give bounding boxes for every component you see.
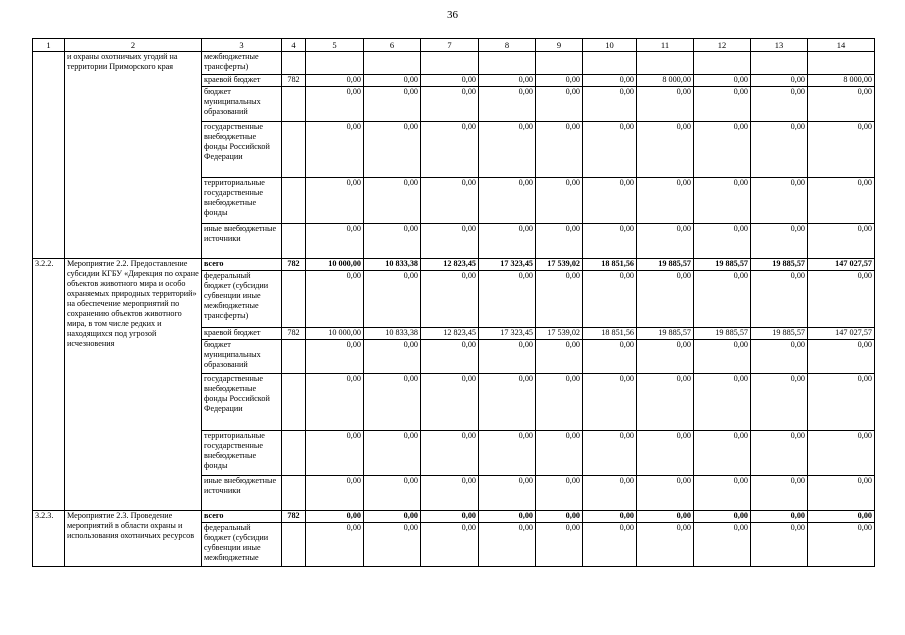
amount-cell: 0,00: [306, 431, 364, 476]
grbs-code: [282, 178, 306, 224]
amount-cell: 0,00: [583, 178, 637, 224]
amount-cell: 18 851,56: [583, 328, 637, 340]
amount-cell: 0,00: [808, 224, 875, 259]
amount-cell: [306, 52, 364, 75]
funding-source: территориальные государственные внебюджетные фонды: [202, 178, 282, 224]
amount-cell: 0,00: [583, 122, 637, 178]
amount-cell: 0,00: [637, 340, 694, 374]
funding-source: межбюджетные трансферты): [202, 52, 282, 75]
amount-cell: 147 027,57: [808, 328, 875, 340]
amount-cell: 8 000,00: [808, 75, 875, 87]
column-header: 6: [364, 39, 421, 52]
amount-cell: 0,00: [536, 178, 583, 224]
amount-cell: 0,00: [637, 271, 694, 328]
amount-cell: 0,00: [808, 340, 875, 374]
amount-cell: 0,00: [364, 511, 421, 523]
amount-cell: 0,00: [421, 374, 479, 431]
amount-cell: 0,00: [421, 178, 479, 224]
amount-cell: 0,00: [637, 476, 694, 511]
amount-cell: 0,00: [751, 178, 808, 224]
amount-cell: 0,00: [536, 511, 583, 523]
amount-cell: 0,00: [751, 87, 808, 122]
amount-cell: 0,00: [583, 224, 637, 259]
amount-cell: 0,00: [808, 523, 875, 567]
amount-cell: 0,00: [694, 271, 751, 328]
amount-cell: 0,00: [637, 87, 694, 122]
grbs-code: 782: [282, 511, 306, 523]
amount-cell: 0,00: [694, 75, 751, 87]
amount-cell: 0,00: [364, 178, 421, 224]
amount-cell: 0,00: [421, 271, 479, 328]
amount-cell: 0,00: [536, 374, 583, 431]
amount-cell: 10 000,00: [306, 328, 364, 340]
amount-cell: 0,00: [751, 511, 808, 523]
amount-cell: 0,00: [751, 224, 808, 259]
amount-cell: 0,00: [751, 523, 808, 567]
amount-cell: 0,00: [364, 374, 421, 431]
amount-cell: 0,00: [583, 431, 637, 476]
grbs-code: 782: [282, 328, 306, 340]
amount-cell: 0,00: [479, 374, 536, 431]
amount-cell: 10 833,38: [364, 259, 421, 271]
amount-cell: 0,00: [364, 523, 421, 567]
amount-cell: 0,00: [808, 122, 875, 178]
amount-cell: 0,00: [808, 511, 875, 523]
grbs-code: [282, 374, 306, 431]
amount-cell: 0,00: [421, 476, 479, 511]
funding-source: всего: [202, 259, 282, 271]
column-header: 8: [479, 39, 536, 52]
amount-cell: 0,00: [479, 476, 536, 511]
amount-cell: 0,00: [694, 523, 751, 567]
amount-cell: [694, 52, 751, 75]
amount-cell: 0,00: [306, 340, 364, 374]
amount-cell: 18 851,56: [583, 259, 637, 271]
amount-cell: 0,00: [694, 87, 751, 122]
amount-cell: 0,00: [364, 340, 421, 374]
amount-cell: 0,00: [536, 476, 583, 511]
header-row: [33, 39, 875, 52]
funding-source: территориальные государственные внебюджетные фонды: [202, 431, 282, 476]
amount-cell: 0,00: [421, 122, 479, 178]
column-header: 12: [694, 39, 751, 52]
amount-cell: 17 539,02: [536, 259, 583, 271]
amount-cell: 0,00: [637, 224, 694, 259]
item-title: и охраны охотничьих угодий на территории Приморского края: [65, 52, 202, 259]
amount-cell: 0,00: [421, 523, 479, 567]
amount-cell: 0,00: [306, 224, 364, 259]
amount-cell: 19 885,57: [694, 259, 751, 271]
amount-cell: 0,00: [479, 75, 536, 87]
amount-cell: 147 027,57: [808, 259, 875, 271]
amount-cell: 10 000,00: [306, 259, 364, 271]
column-header: 13: [751, 39, 808, 52]
item-title: Мероприятие 2.3. Проведение мероприятий в области охраны и использования охотничьих ресурсов: [65, 511, 202, 567]
grbs-code: [282, 431, 306, 476]
amount-cell: 0,00: [421, 511, 479, 523]
item-number: 3.2.2.: [33, 259, 65, 511]
column-header: 2: [65, 39, 202, 52]
amount-cell: 0,00: [536, 271, 583, 328]
column-header: 7: [421, 39, 479, 52]
amount-cell: 17 323,45: [479, 259, 536, 271]
amount-cell: 0,00: [694, 178, 751, 224]
amount-cell: [479, 52, 536, 75]
amount-cell: 0,00: [421, 224, 479, 259]
amount-cell: 0,00: [751, 271, 808, 328]
amount-cell: 0,00: [808, 87, 875, 122]
amount-cell: 0,00: [364, 476, 421, 511]
item-title: Мероприятие 2.2. Предоставление субсидии КГБУ «Дирекция по охране объектов животного мира и особо охраняемых природных территорий» на обеспечение мероприятий по сохранению объектов животного мира, в том числе редких и находящихся под угрозой исчезновения: [65, 259, 202, 511]
amount-cell: 0,00: [364, 224, 421, 259]
funding-source: краевой бюджет: [202, 75, 282, 87]
amount-cell: 0,00: [479, 271, 536, 328]
amount-cell: 0,00: [694, 224, 751, 259]
grbs-code: [282, 224, 306, 259]
amount-cell: 0,00: [364, 87, 421, 122]
grbs-code: [282, 122, 306, 178]
amount-cell: 0,00: [583, 340, 637, 374]
grbs-code: [282, 87, 306, 122]
amount-cell: 0,00: [808, 476, 875, 511]
funding-source: государственные внебюджетные фонды Российской Федерации: [202, 122, 282, 178]
amount-cell: 0,00: [479, 511, 536, 523]
amount-cell: 0,00: [421, 87, 479, 122]
budget-table: [32, 38, 875, 567]
table-row: [33, 52, 875, 75]
amount-cell: 19 885,57: [637, 328, 694, 340]
amount-cell: 0,00: [637, 122, 694, 178]
grbs-code: [282, 340, 306, 374]
amount-cell: 0,00: [637, 511, 694, 523]
amount-cell: 0,00: [536, 122, 583, 178]
amount-cell: [637, 52, 694, 75]
amount-cell: 0,00: [808, 374, 875, 431]
amount-cell: 0,00: [583, 87, 637, 122]
amount-cell: 0,00: [536, 523, 583, 567]
amount-cell: 0,00: [637, 431, 694, 476]
amount-cell: 0,00: [536, 224, 583, 259]
amount-cell: 0,00: [364, 431, 421, 476]
amount-cell: 10 833,38: [364, 328, 421, 340]
grbs-code: 782: [282, 75, 306, 87]
grbs-code: [282, 52, 306, 75]
item-number: 3.2.3.: [33, 511, 65, 567]
amount-cell: 0,00: [364, 122, 421, 178]
funding-source: бюджет муниципальных образований: [202, 340, 282, 374]
amount-cell: 0,00: [364, 75, 421, 87]
amount-cell: 0,00: [694, 122, 751, 178]
amount-cell: 12 823,45: [421, 259, 479, 271]
amount-cell: [808, 52, 875, 75]
grbs-code: [282, 523, 306, 567]
amount-cell: 0,00: [808, 178, 875, 224]
table-row: [33, 259, 875, 271]
table-row: [33, 511, 875, 523]
amount-cell: 0,00: [751, 374, 808, 431]
amount-cell: 0,00: [479, 340, 536, 374]
funding-source: федеральный бюджет (субсидии субвенции иные межбюджетные: [202, 523, 282, 567]
funding-source: краевой бюджет: [202, 328, 282, 340]
amount-cell: 0,00: [694, 431, 751, 476]
amount-cell: 0,00: [479, 224, 536, 259]
amount-cell: [364, 52, 421, 75]
amount-cell: 0,00: [637, 523, 694, 567]
amount-cell: 0,00: [306, 122, 364, 178]
funding-source: государственные внебюджетные фонды Российской Федерации: [202, 374, 282, 431]
column-header: 10: [583, 39, 637, 52]
amount-cell: 0,00: [479, 87, 536, 122]
amount-cell: 0,00: [479, 431, 536, 476]
amount-cell: 0,00: [583, 75, 637, 87]
amount-cell: 0,00: [751, 431, 808, 476]
amount-cell: 19 885,57: [637, 259, 694, 271]
amount-cell: 17 323,45: [479, 328, 536, 340]
amount-cell: 19 885,57: [751, 259, 808, 271]
amount-cell: 0,00: [583, 374, 637, 431]
column-header: 5: [306, 39, 364, 52]
column-header: 1: [33, 39, 65, 52]
funding-source: иные внебюджетные источники: [202, 224, 282, 259]
amount-cell: 0,00: [306, 87, 364, 122]
amount-cell: 0,00: [751, 122, 808, 178]
column-header: 4: [282, 39, 306, 52]
column-header: 11: [637, 39, 694, 52]
funding-source: федеральный бюджет (субсидии субвенции иные межбюджетные трансферты): [202, 271, 282, 328]
amount-cell: 0,00: [421, 340, 479, 374]
amount-cell: 0,00: [306, 75, 364, 87]
grbs-code: [282, 271, 306, 328]
amount-cell: 0,00: [694, 374, 751, 431]
amount-cell: 0,00: [306, 374, 364, 431]
amount-cell: 17 539,02: [536, 328, 583, 340]
amount-cell: 0,00: [364, 271, 421, 328]
amount-cell: 0,00: [637, 178, 694, 224]
amount-cell: 0,00: [583, 523, 637, 567]
amount-cell: 12 823,45: [421, 328, 479, 340]
amount-cell: 19 885,57: [751, 328, 808, 340]
amount-cell: [751, 52, 808, 75]
amount-cell: 0,00: [694, 511, 751, 523]
funding-source: бюджет муниципальных образований: [202, 87, 282, 122]
amount-cell: 0,00: [694, 476, 751, 511]
amount-cell: 0,00: [751, 340, 808, 374]
amount-cell: 0,00: [694, 340, 751, 374]
grbs-code: [282, 476, 306, 511]
amount-cell: 0,00: [306, 511, 364, 523]
amount-cell: [421, 52, 479, 75]
column-header: 3: [202, 39, 282, 52]
amount-cell: 0,00: [306, 476, 364, 511]
amount-cell: 0,00: [808, 271, 875, 328]
amount-cell: 0,00: [479, 178, 536, 224]
amount-cell: 0,00: [421, 75, 479, 87]
item-number: [33, 52, 65, 259]
amount-cell: 0,00: [751, 75, 808, 87]
amount-cell: 8 000,00: [637, 75, 694, 87]
amount-cell: 0,00: [808, 431, 875, 476]
amount-cell: 0,00: [536, 431, 583, 476]
amount-cell: 0,00: [637, 374, 694, 431]
amount-cell: 0,00: [421, 431, 479, 476]
column-header: 9: [536, 39, 583, 52]
amount-cell: 0,00: [583, 271, 637, 328]
amount-cell: 0,00: [583, 511, 637, 523]
amount-cell: 0,00: [306, 523, 364, 567]
page-number: 36: [447, 9, 458, 21]
amount-cell: 0,00: [306, 271, 364, 328]
amount-cell: 0,00: [751, 476, 808, 511]
funding-source: всего: [202, 511, 282, 523]
amount-cell: 0,00: [583, 476, 637, 511]
amount-cell: 0,00: [306, 178, 364, 224]
amount-cell: 0,00: [536, 75, 583, 87]
amount-cell: 0,00: [479, 523, 536, 567]
grbs-code: 782: [282, 259, 306, 271]
amount-cell: 0,00: [536, 340, 583, 374]
amount-cell: [583, 52, 637, 75]
funding-source: иные внебюджетные источники: [202, 476, 282, 511]
column-header: 14: [808, 39, 875, 52]
amount-cell: 0,00: [536, 87, 583, 122]
amount-cell: 0,00: [479, 122, 536, 178]
amount-cell: [536, 52, 583, 75]
amount-cell: 19 885,57: [694, 328, 751, 340]
